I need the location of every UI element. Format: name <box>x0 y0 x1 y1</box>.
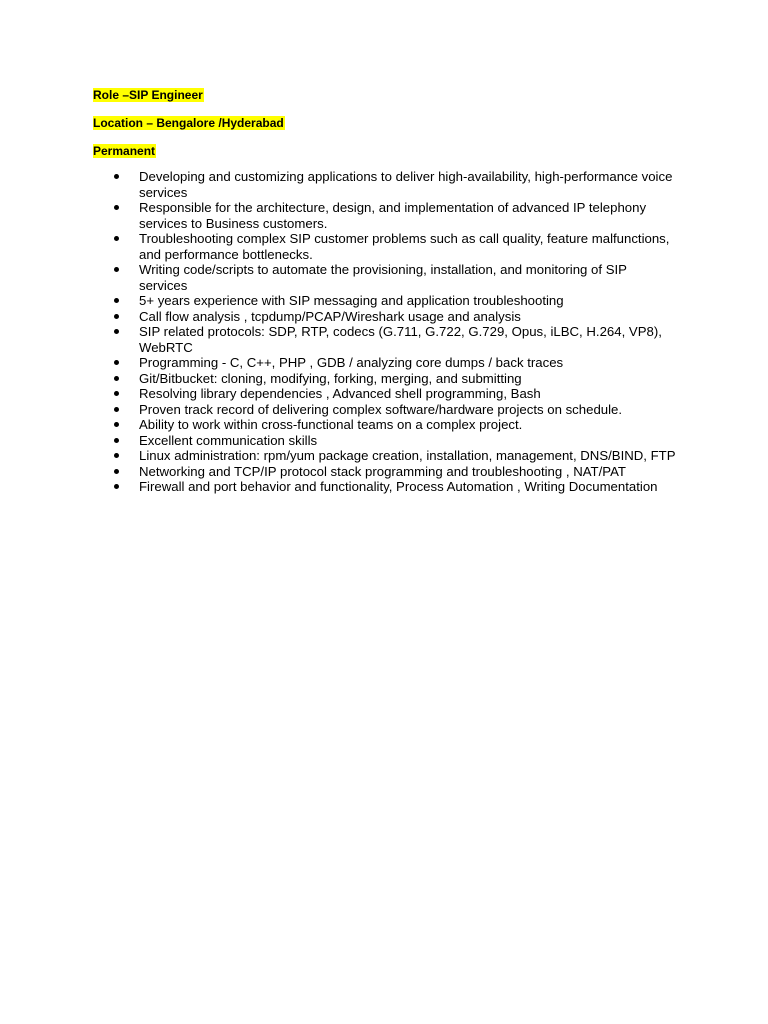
list-item <box>0 309 768 325</box>
list-item <box>0 293 768 309</box>
location-heading <box>93 116 285 131</box>
bullet-dot-icon <box>114 376 119 381</box>
list-item <box>0 402 768 418</box>
list-item <box>0 231 768 262</box>
list-item-text: Writing code/scripts to automate the provisioning, installation, and monitoring of SIP services <box>139 262 627 293</box>
list-item-text: SIP related protocols: SDP, RTP, codecs (G.711, G.722, G.729, Opus, iLBC, H.264, VP8), WebRTC <box>139 324 662 355</box>
role-heading <box>93 88 204 103</box>
list-item-text: 5+ years experience with SIP messaging and application troubleshooting <box>139 293 564 308</box>
employment-type-heading <box>93 144 156 159</box>
bullet-dot-icon <box>114 174 119 179</box>
list-item-text: Firewall and port behavior and functionality, Process Automation , Writing Documentation <box>139 479 658 494</box>
list-item-text: Troubleshooting complex SIP customer problems such as call quality, feature malfunctions, and performance bottlenecks. <box>139 231 670 262</box>
list-item-text: Responsible for the architecture, design, and implementation of advanced IP telephony services to Business customers. <box>139 200 647 231</box>
list-item <box>0 371 768 387</box>
bullet-dot-icon <box>114 438 119 443</box>
bullet-dot-icon <box>114 314 119 319</box>
list-item-text: Call flow analysis , tcpdump/PCAP/Wireshark usage and analysis <box>139 308 521 324</box>
bullet-dot-icon <box>114 422 119 427</box>
list-item-text: Excellent communication skills <box>139 432 318 448</box>
list-item <box>0 355 768 371</box>
list-item-text: Linux administration: rpm/yum package creation, installation, management, DNS/BIND, FTP <box>139 448 676 463</box>
bullet-dot-icon <box>114 267 119 272</box>
bullet-dot-icon <box>114 205 119 210</box>
list-item <box>0 479 768 495</box>
list-item <box>0 169 768 200</box>
list-item-text: Networking and TCP/IP protocol stack programming and troubleshooting , NAT/PAT <box>139 463 626 479</box>
list-item-text: Developing and customizing applications to deliver high-availability, high-performance voice services <box>139 169 673 200</box>
bullet-dot-icon <box>114 236 119 241</box>
list-item <box>0 448 768 464</box>
list-item <box>0 417 768 433</box>
list-item <box>0 464 768 480</box>
role-text: Role –SIP Engineer <box>93 88 203 102</box>
requirements-list <box>0 169 768 495</box>
list-item-text: Ability to work within cross-functional teams on a complex project. <box>139 417 523 432</box>
list-item <box>0 324 768 355</box>
employment-type-text: Permanent <box>93 144 156 158</box>
bullet-dot-icon <box>114 360 119 365</box>
list-item-text: Programming - C, C++, PHP , GDB / analyzing core dumps / back traces <box>139 355 564 370</box>
list-item <box>0 262 768 293</box>
bullet-dot-icon <box>114 453 119 458</box>
bullet-dot-icon <box>114 329 119 334</box>
bullet-dot-icon <box>114 469 119 474</box>
list-item <box>0 433 768 449</box>
list-item-text: Proven track record of delivering complex software/hardware projects on schedule. <box>139 401 623 417</box>
list-item-text: Git/Bitbucket: cloning, modifying, forking, merging, and submitting <box>139 370 522 386</box>
bullet-dot-icon <box>114 484 119 489</box>
location-text: Location – Bengalore /Hyderabad <box>93 116 284 130</box>
list-item-text: Resolving library dependencies , Advanced shell programming, Bash <box>139 386 541 401</box>
list-item <box>0 386 768 402</box>
bullet-dot-icon <box>114 298 119 303</box>
bullet-dot-icon <box>114 407 119 412</box>
list-item <box>0 200 768 231</box>
bullet-dot-icon <box>114 391 119 396</box>
